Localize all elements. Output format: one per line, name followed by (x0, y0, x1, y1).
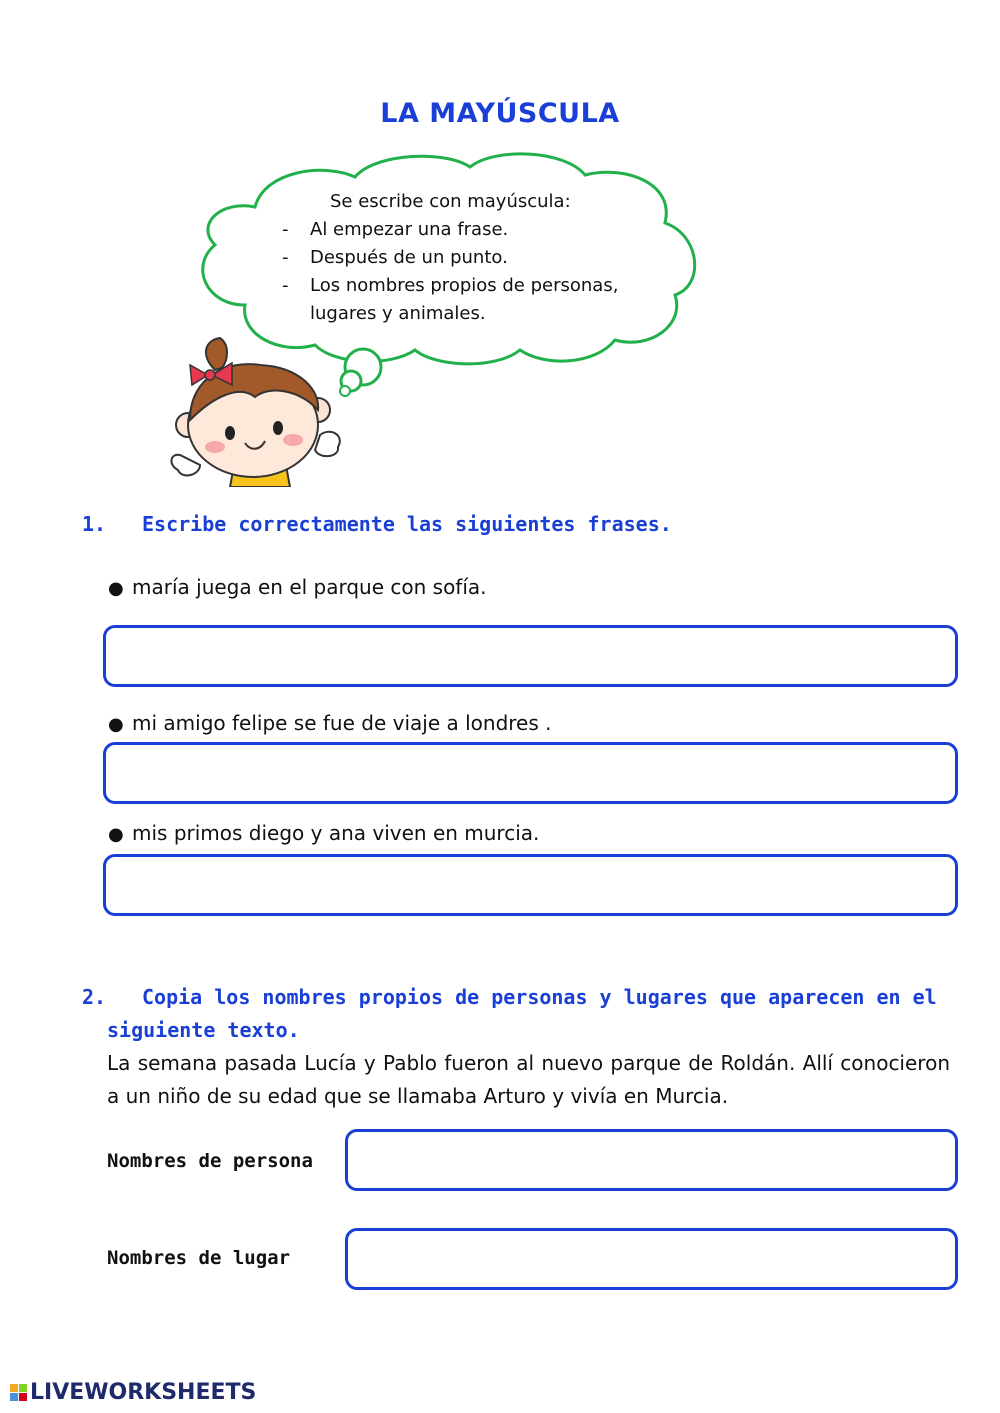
answer-box-persons[interactable] (345, 1129, 958, 1191)
cloud-item: lugares y animales. (310, 303, 486, 324)
sentence-3: ● mis primos diego y ana viven en murcia. (108, 821, 540, 845)
question-2-text-cont: siguiente texto. (107, 1018, 300, 1042)
question-2-number: 2. (82, 985, 107, 1009)
sentence-1: ● maría juega en el parque con sofía. (108, 575, 487, 599)
page-title: LA MAYÚSCULA (380, 98, 620, 129)
cloud-heading: Se escribe con mayúscula: (330, 191, 571, 212)
footer-brand-text: LIVEWORKSHEETS (30, 1380, 257, 1405)
liveworksheets-logo-icon (10, 1384, 27, 1401)
cloud-item: - Después de un punto. (282, 247, 508, 268)
question-1-text: Escribe correctamente las siguientes frases. (142, 512, 672, 536)
cloud-text (282, 188, 642, 328)
answer-box-3[interactable] (103, 854, 958, 916)
answer-box-places[interactable] (345, 1228, 958, 1290)
label-places: Nombres de lugar (107, 1247, 291, 1269)
question-2 (82, 981, 950, 1014)
girl-illustration (160, 335, 360, 487)
question-1-number: 1. (82, 512, 107, 536)
sentence-2: ● mi amigo felipe se fue de viaje a londres . (108, 711, 552, 735)
cloud-item: - Al empezar una frase. (282, 219, 509, 240)
question-2-text: Copia los nombres propios de personas y lugares que aparecen en el (142, 985, 937, 1009)
answer-box-1[interactable] (103, 625, 958, 687)
label-persons: Nombres de persona (107, 1150, 313, 1172)
question-2-paragraph: La semana pasada Lucía y Pablo fueron al nuevo parque de Roldán. Allí conocieron a un niño de su edad que se llamaba Arturo y vivía en Murcia. (107, 1051, 950, 1108)
question-1 (82, 508, 672, 541)
footer-brand[interactable] (10, 1380, 256, 1405)
answer-box-2[interactable] (103, 742, 958, 804)
cloud-item: - Los nombres propios de personas, (282, 275, 619, 296)
